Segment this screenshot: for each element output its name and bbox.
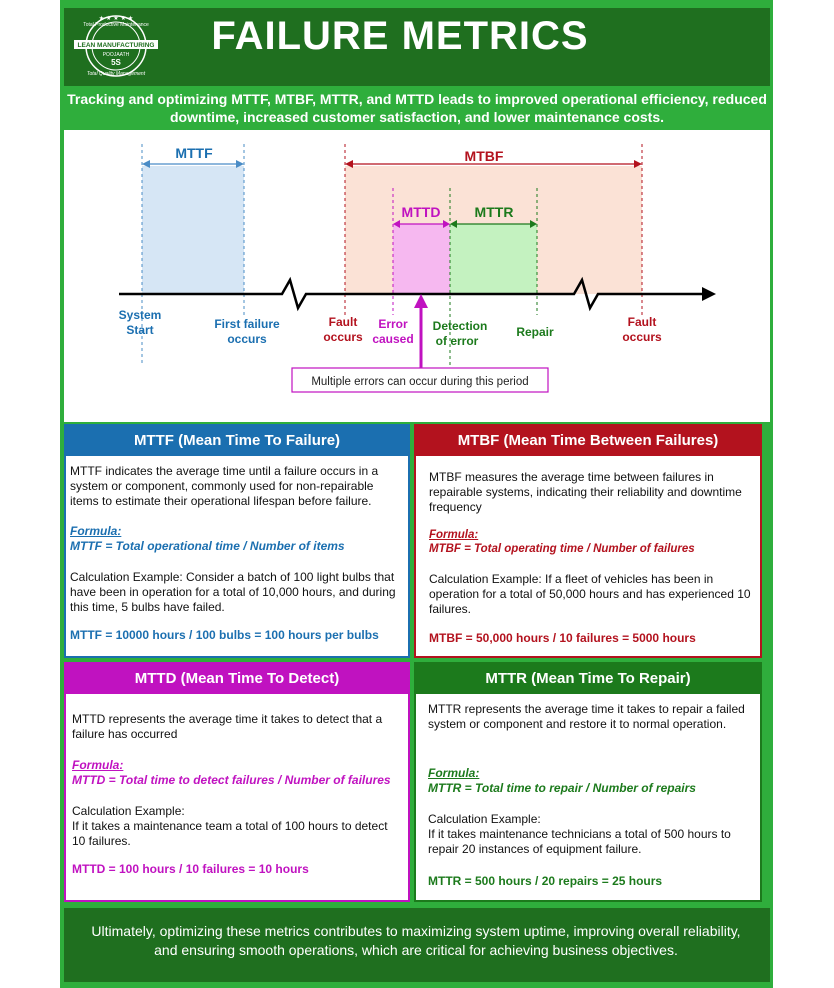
event-system-start-line2: Start (126, 323, 154, 337)
mtbf-example: Calculation Example: If a fleet of vehicles has been in operation for a total of 50,000 hours and has experienced 10 failures. (429, 572, 751, 616)
logo-top-text: Total Productive Maintenance (83, 22, 149, 28)
mttr-formula: MTTR = Total time to repair / Number of repairs (428, 781, 696, 795)
mtbf-description: MTBF measures the average time between failures in repairable systems, indicating their reliability and downtime frequency (429, 470, 742, 514)
mttd-formula-label: Formula: (72, 758, 124, 772)
logo-center-text: 5S (111, 58, 121, 67)
mttr-example-label: Calculation Example: (428, 812, 541, 826)
mttd-example-label: Calculation Example: (72, 804, 185, 818)
mttd-example: If it takes a maintenance team a total of 100 hours to detect 10 failures. (72, 819, 388, 848)
event-detection-line1: Detection (432, 319, 488, 333)
error-pointer-head (414, 294, 428, 308)
mttf-region (142, 166, 244, 294)
mttf-label: MTTF (175, 145, 213, 161)
logo-bottom-text: Total Quality Management (86, 71, 146, 77)
mttr-panel-title: MTTR (Mean Time To Repair) (416, 664, 760, 694)
mttd-formula: MTTD = Total time to detect failures / Number of failures (72, 773, 391, 787)
event-system-start-line1: System (118, 308, 162, 322)
mttr-description: MTTR represents the average time it takes to repair a failed system or component and restore it to normal operation. (428, 702, 745, 731)
mttr-panel (414, 662, 762, 902)
callout-text: Multiple errors can occur during this period (311, 376, 529, 388)
event-fault-2-line2: occurs (622, 330, 662, 344)
timeline-svg (64, 130, 770, 422)
event-first-failure-line2: occurs (227, 332, 267, 346)
event-repair: Repair (516, 325, 554, 339)
timeline-arrowhead (702, 287, 716, 301)
mttr-label: MTTR (474, 204, 514, 220)
mttr-example: If it takes maintenance technicians a total of 500 hours to repair 20 instances of equipment failure. (428, 827, 731, 856)
mttd-result: MTTD = 100 hours / 10 failures = 10 hours (72, 862, 309, 876)
event-fault-2-line1: Fault (627, 315, 657, 329)
mttd-region (393, 224, 450, 294)
mttd-label: MTTD (401, 204, 441, 220)
mttd-panel (64, 662, 410, 902)
event-error-caused-line2: caused (372, 332, 414, 346)
event-fault-1-line1: Fault (328, 315, 358, 329)
footer-bar (64, 908, 770, 982)
logo-sub-text: POOJAATH (102, 52, 130, 58)
mttf-panel (64, 424, 410, 658)
mttf-formula-label: Formula: (70, 524, 122, 538)
mttr-region (450, 224, 537, 294)
mttr-formula-label: Formula: (428, 766, 480, 780)
mttd-panel-title: MTTD (Mean Time To Detect) (66, 664, 408, 694)
mttf-formula: MTTF = Total operational time / Number of items (70, 539, 345, 553)
mttf-example: Calculation Example: Consider a batch of 100 light bulbs that have been in operation for a total of 10,000 hours, and during this time, 5 bulbs have failed. (70, 570, 396, 614)
event-fault-1-line2: occurs (323, 330, 363, 344)
event-error-caused-line1: Error (378, 317, 408, 331)
footer-text: Ultimately, optimizing these metrics contributes to maximizing system uptime, improving overall reliability, and ensuring smooth operations, which are critical for achieving business objectives. (91, 923, 741, 958)
mttf-result: MTTF = 10000 hours / 100 bulbs = 100 hours per bulbs (70, 628, 379, 642)
logo-stars-icon: ★ ★ ★ ★ ★ (98, 15, 134, 22)
mttf-description: MTTF indicates the average time until a failure occurs in a system or component, commonly used for non-repairable items to estimate their operational lifespan before failure. (70, 464, 379, 508)
mtbf-result: MTBF = 50,000 hours / 10 failures = 5000 hours (429, 631, 696, 645)
mttd-description: MTTD represents the average time it takes to detect that a failure has occurred (72, 712, 383, 741)
mttr-result: MTTR = 500 hours / 20 repairs = 25 hours (428, 874, 663, 888)
mtbf-formula-label: Formula: (429, 529, 479, 541)
mtbf-panel-title: MTBF (Mean Time Between Failures) (416, 426, 760, 456)
timeline-diagram (64, 130, 770, 422)
mttf-panel-title: MTTF (Mean Time To Failure) (66, 426, 408, 456)
page-title: FAILURE METRICS (211, 14, 589, 58)
mtbf-label: MTBF (464, 148, 504, 164)
logo-band-text: LEAN MANUFACTURING (77, 42, 155, 49)
mtbf-formula: MTBF = Total operating time / Number of failures (429, 543, 695, 555)
event-first-failure-line1: First failure (214, 317, 280, 331)
intro-text: Tracking and optimizing MTTF, MTBF, MTTR, and MTTD leads to improved operational efficiency, reduced downtime, increased customer satisfaction, and lower maintenance costs. (67, 91, 767, 125)
mtbf-panel (414, 424, 762, 658)
event-detection-line2: of error (435, 334, 479, 348)
